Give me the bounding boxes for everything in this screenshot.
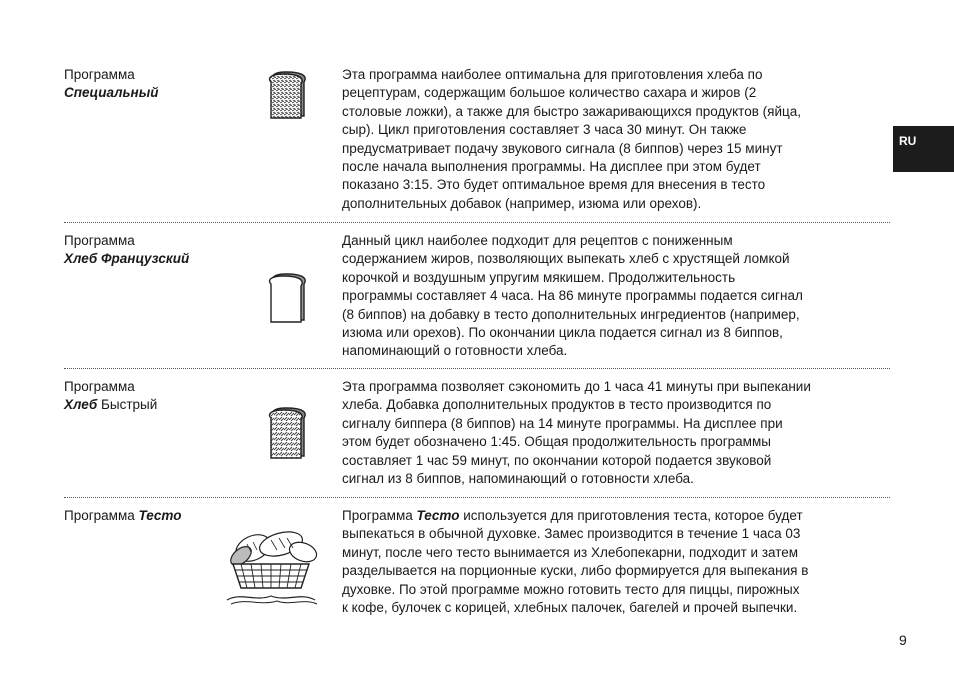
- label-prefix: Программа: [64, 379, 135, 394]
- desc-line: Эта программа позволяет сэкономить до 1 часа 41 минуты при выпекании: [342, 379, 811, 394]
- desc-line: сигнал из 8 биппов, напоминающий о готовности хлеба.: [342, 471, 694, 487]
- bread-basket-icon: [221, 522, 321, 606]
- desc-line: (8 биппов) на добавку в тесто дополнительных ингредиентов (например,: [342, 306, 800, 322]
- bread-slice-grain-icon: [264, 406, 310, 462]
- desc-line: предусматривает подачу звукового сигнала (8 биппов) через 15 минут: [342, 140, 783, 156]
- desc-line: показано 3:15. Это будет оптимальное время для внесения в тесто: [342, 177, 766, 193]
- desc-line: хлеба. Добавка дополнительных продуктов в тесто производится по: [342, 397, 772, 413]
- desc-line: сыр). Цикл приготовления составляет 3 часа 30 минут. Он также: [342, 122, 747, 138]
- desc-line: напоминающий о готовности хлеба.: [342, 343, 568, 359]
- program-description: [342, 66, 892, 213]
- text-prefix: Программа: [342, 508, 413, 523]
- desc-line: разделывается на порционные куски, либо формируется для выпекания в: [342, 563, 809, 579]
- program-description: [342, 507, 892, 617]
- program-label: [64, 232, 264, 269]
- bread-slice-plain-icon: [264, 272, 310, 326]
- desc-line: этом будет обозначено 1:45. Общая продолжительность программы: [342, 434, 771, 450]
- text-first-rest: используется для приготовления теста, которое будет: [463, 508, 803, 523]
- page-number: 9: [899, 632, 907, 648]
- label-prefix: Программа: [64, 67, 135, 82]
- desc-line: сигналу биппера (8 биппов) на 14 минуте программы. На дисплее при: [342, 415, 783, 431]
- label-name: Специальный: [64, 85, 159, 101]
- label-name: Тесто: [138, 508, 182, 523]
- text-name: Тесто: [416, 508, 460, 523]
- label-name: Хлеб: [64, 397, 98, 413]
- label-suffix: Быстрый: [101, 397, 158, 413]
- desc-line: духовке. По этой программе можно готовить тесто для пиццы, пирожных: [342, 581, 800, 597]
- desc-line: к кофе, булочек с корицей, хлебных палочек, багелей и прочей выпечки.: [342, 600, 798, 616]
- program-label: [64, 66, 264, 103]
- desc-line: Данный цикл наиболее подходит для рецептов с пониженным: [342, 233, 733, 248]
- section-divider: [64, 497, 890, 498]
- bread-slice-textured-icon: [264, 70, 310, 122]
- desc-line: после начала выполнения программы. На дисплее при этом будет: [342, 159, 761, 175]
- program-description: [342, 378, 892, 488]
- desc-line: минут, после чего тесто вынимается из Хлебопекарни, подходит и затем: [342, 544, 799, 560]
- desc-line: изюма или орехов). По окончании цикла подается сигнал из 8 биппов,: [342, 325, 783, 341]
- label-name: Хлеб Французский: [64, 251, 190, 267]
- section-divider: [64, 368, 890, 369]
- desc-line: корочкой и воздушным упругим мякишем. Продолжительность: [342, 269, 736, 285]
- label-prefix: Программа: [64, 233, 135, 248]
- desc-line: выпекаться в обычной духовке. Замес производится в течение 1 часа 03: [342, 526, 801, 542]
- language-tab: RU: [893, 126, 954, 172]
- program-label: [64, 378, 264, 415]
- desc-line: содержанием жиров, позволяющих выпекать хлеб с хрустящей ломкой: [342, 251, 790, 267]
- section-divider: [64, 222, 890, 223]
- desc-line: столовые ложки), а также для быстро зажаривающихся продуктов (яйца,: [342, 103, 801, 119]
- desc-line: программы составляет 4 часа. На 86 минуте программы подается сигнал: [342, 288, 803, 304]
- desc-line: составляет 1 час 59 минут, по окончании которой подается звуковой: [342, 452, 772, 468]
- desc-line: дополнительных добавок (например, изюма или орехов).: [342, 195, 702, 211]
- program-description: [342, 232, 892, 361]
- desc-line: рецептурам, содержащим большое количество сахара и жиров (2: [342, 85, 757, 101]
- desc-line: Эта программа наиболее оптимальна для приготовления хлеба по: [342, 67, 763, 82]
- label-prefix: Программа: [64, 508, 135, 523]
- desc-line: [342, 507, 892, 525]
